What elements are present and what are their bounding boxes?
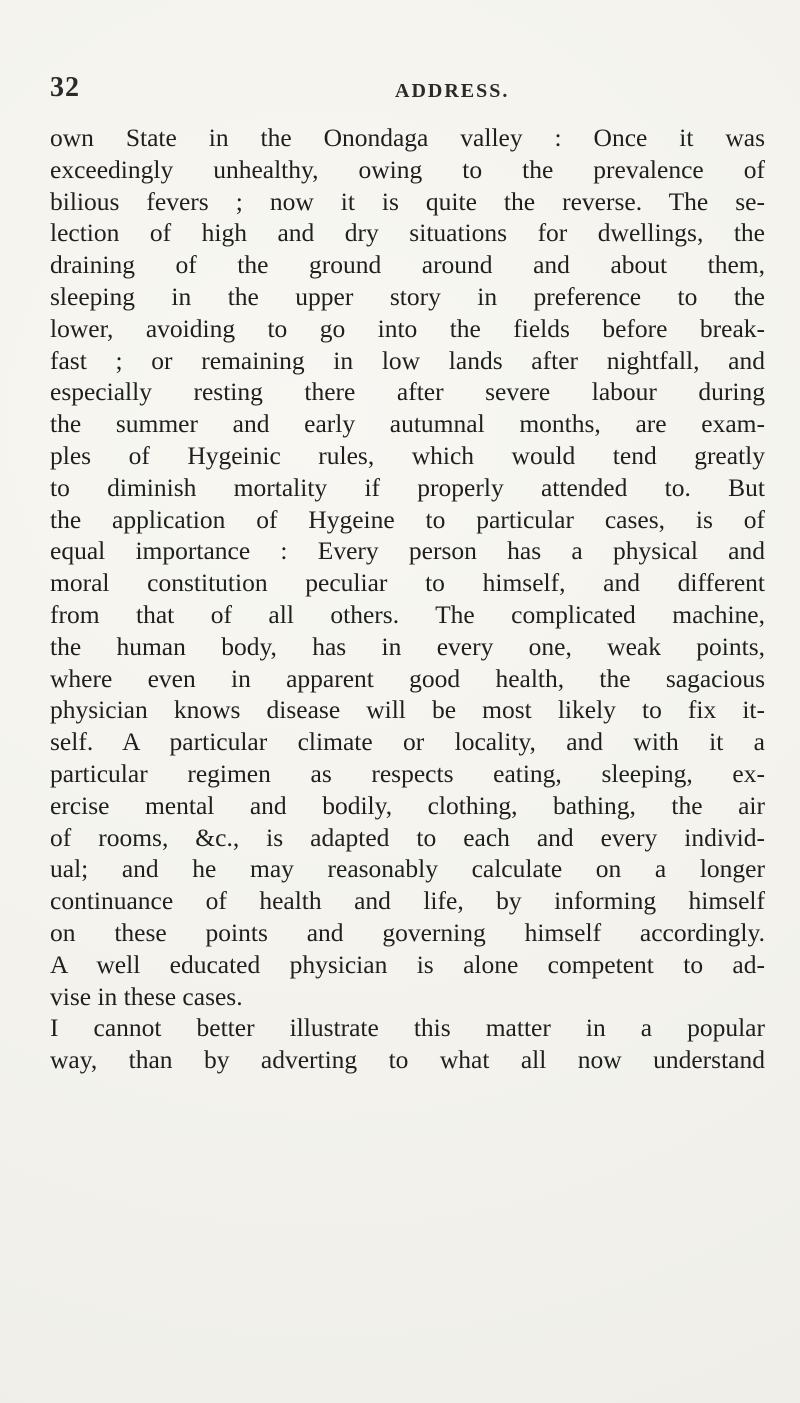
text-line: sleeping in the upper story in preference to the (50, 281, 765, 311)
text-line: especially resting there after severe labour during (50, 377, 765, 407)
text-line: from that of all others. The complicated machine, (50, 599, 765, 629)
text-line: physician knows disease will be most likely to fix it- (50, 695, 765, 725)
running-title: ADDRESS. (395, 80, 510, 102)
text-line: equal importance : Every person has a physical and (50, 536, 765, 566)
text-line: the human body, has in every one, weak points, (50, 631, 765, 661)
text-line: exceedingly unhealthy, owing to the prevalence of (50, 154, 765, 184)
text-line: I cannot better illustrate this matter in a popular (50, 1013, 765, 1043)
text-line: vise in these cases. (50, 981, 243, 1011)
text-line: continuance of health and life, by informing himself (50, 886, 765, 916)
text-line: lection of high and dry situations for dwellings, the (50, 218, 765, 248)
text-line: bilious fevers ; now it is quite the reverse. The se- (50, 186, 765, 216)
text-line: lower, avoiding to go into the fields before break- (50, 313, 765, 343)
paragraph-2 (50, 1012, 765, 1076)
text-line: draining of the ground around and about them, (50, 250, 765, 280)
text-line: on these points and governing himself accordingly. (50, 917, 765, 947)
text-line: to diminish mortality if properly attended to. But (50, 472, 765, 502)
text-line: the application of Hygeine to particular cases, is of (50, 504, 765, 534)
text-line: of rooms, &c., is adapted to each and every individ- (50, 822, 765, 852)
page-number: 32 (50, 72, 80, 103)
text-line: way, than by adverting to what all now understand (50, 1045, 765, 1075)
text-line: moral constitution peculiar to himself, and different (50, 568, 765, 598)
text-line: own State in the Onondaga valley : Once it was (50, 123, 765, 152)
text-line: ual; and he may reasonably calculate on a longer (50, 854, 765, 884)
text-line: fast ; or remaining in low lands after nightfall, and (50, 345, 765, 375)
text-line: particular regimen as respects eating, sleeping, ex- (50, 758, 765, 788)
body-text (50, 122, 765, 1076)
running-head (50, 72, 770, 112)
text-line: A well educated physician is alone competent to ad- (50, 949, 765, 979)
text-line: ercise mental and bodily, clothing, bathing, the air (50, 790, 765, 820)
paragraph-1 (50, 122, 765, 1012)
text-line: the summer and early autumnal months, are exam- (50, 409, 765, 439)
text-line: self. A particular climate or locality, and with it a (50, 727, 765, 757)
text-line: where even in apparent good health, the sagacious (50, 663, 765, 693)
text-line: ples of Hygeinic rules, which would tend greatly (50, 440, 765, 470)
